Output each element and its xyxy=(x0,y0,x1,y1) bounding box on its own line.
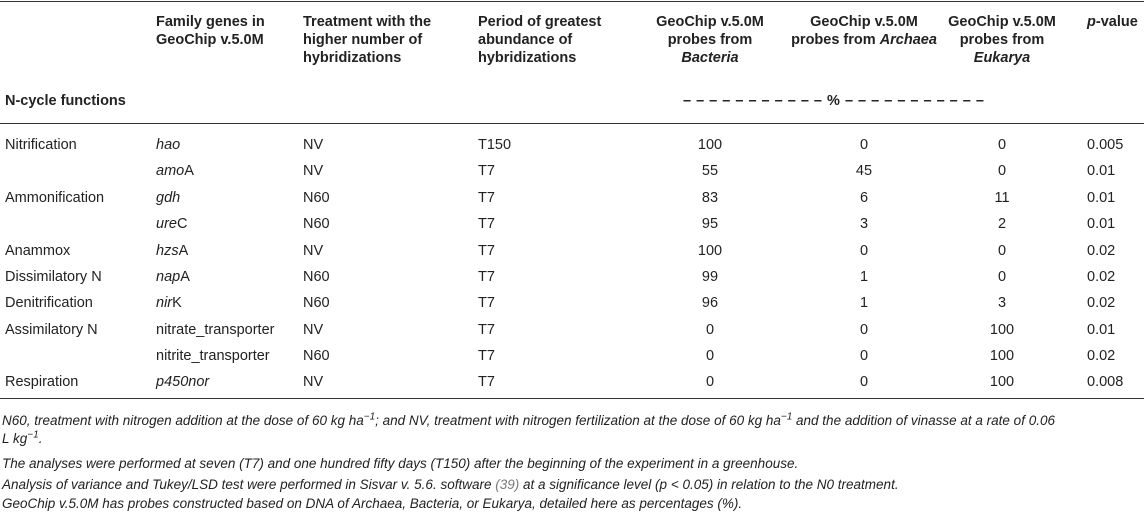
row-gene: ureC xyxy=(156,216,188,232)
bottom-rule xyxy=(0,398,1144,399)
row-archaea: 0 xyxy=(859,374,869,390)
row-treatment: N60 xyxy=(303,216,330,232)
row-period: T7 xyxy=(478,348,495,364)
row-gene: gdh xyxy=(156,190,181,206)
row-period: T7 xyxy=(478,216,495,232)
row-treatment: N60 xyxy=(303,348,330,364)
row-treatment: N60 xyxy=(303,295,330,311)
row-archaea: 0 xyxy=(859,137,869,153)
row-eukarya: 3 xyxy=(997,295,1007,311)
row-archaea: 0 xyxy=(859,243,869,259)
row-archaea: 45 xyxy=(855,163,873,179)
row-treatment: N60 xyxy=(303,190,330,206)
row-gene: nitrate_transporter xyxy=(156,322,275,338)
row-pvalue: 0.01 xyxy=(1087,163,1116,179)
row-eukarya: 0 xyxy=(997,243,1007,259)
row-archaea: 0 xyxy=(859,348,869,364)
row-eukarya: 2 xyxy=(997,216,1007,232)
row-treatment: NV xyxy=(303,163,324,179)
row-eukarya: 100 xyxy=(989,374,1015,390)
row-treatment: NV xyxy=(303,374,324,390)
row-eukarya: 0 xyxy=(997,269,1007,285)
row-pvalue: 0.008 xyxy=(1087,374,1124,390)
header-rule xyxy=(0,123,1144,124)
row-function: Anammox xyxy=(5,243,71,259)
header-period: Period of greatest abundance of hybridizations xyxy=(478,14,602,66)
section-label: N-cycle functions xyxy=(5,93,126,109)
row-function: Denitrification xyxy=(5,295,93,311)
row-gene: napA xyxy=(156,269,190,285)
row-eukarya: 0 xyxy=(997,163,1007,179)
row-period: T7 xyxy=(478,295,495,311)
row-bacteria: 100 xyxy=(697,137,723,153)
row-archaea: 1 xyxy=(859,295,869,311)
row-period: T150 xyxy=(478,137,512,153)
row-function: Ammonification xyxy=(5,190,105,206)
row-eukarya: 0 xyxy=(997,137,1007,153)
footnote-geochip-probes: GeoChip v.5.0M has probes constructed based on DNA of Archaea, Bacteria, or Eukarya, detailed here as percentages (%). xyxy=(2,496,743,511)
header-eukarya: GeoChip v.5.0M probes from Eukarya xyxy=(948,14,1056,66)
row-eukarya: 100 xyxy=(989,322,1015,338)
row-bacteria: 83 xyxy=(701,190,719,206)
footnote-analyses-timing: The analyses were performed at seven (T7) and one hundred fifty days (T150) after the beginning of the experiment in a greenhouse. xyxy=(2,456,799,471)
row-pvalue: 0.02 xyxy=(1087,295,1116,311)
row-gene: hao xyxy=(156,137,181,153)
row-function: Assimilatory N xyxy=(5,322,98,338)
row-pvalue: 0.01 xyxy=(1087,216,1116,232)
row-period: T7 xyxy=(478,163,495,179)
row-period: T7 xyxy=(478,243,495,259)
row-archaea: 1 xyxy=(859,269,869,285)
row-gene: hzsA xyxy=(156,243,189,259)
row-function: Dissimilatory N xyxy=(5,269,102,285)
row-pvalue: 0.01 xyxy=(1087,190,1116,206)
row-pvalue: 0.02 xyxy=(1087,269,1116,285)
row-treatment: NV xyxy=(303,137,324,153)
row-function: Respiration xyxy=(5,374,79,390)
row-bacteria: 100 xyxy=(697,243,723,259)
row-pvalue: 0.005 xyxy=(1087,137,1124,153)
row-treatment: NV xyxy=(303,243,324,259)
reference-link[interactable]: (39) xyxy=(495,477,520,492)
row-bacteria: 96 xyxy=(701,295,719,311)
row-bacteria: 0 xyxy=(705,348,715,364)
row-bacteria: 99 xyxy=(701,269,719,285)
row-gene: nirK xyxy=(156,295,182,311)
row-period: T7 xyxy=(478,269,495,285)
row-gene: amoA xyxy=(156,163,194,179)
row-bacteria: 95 xyxy=(701,216,719,232)
header-pvalue: p-value xyxy=(1087,14,1138,30)
row-pvalue: 0.02 xyxy=(1087,243,1116,259)
row-bacteria: 0 xyxy=(705,322,715,338)
percent-divider: – – – – – – – – – – – % – – – – – – – – – – – xyxy=(683,93,985,109)
header-treatment: Treatment with the higher number of hybridizations xyxy=(303,14,432,66)
row-pvalue: 0.02 xyxy=(1087,348,1116,364)
footnote-statistics: Analysis of variance and Tukey/LSD test were performed in Sisvar v. 5.6. software (39) at a significance level (p < 0.05) in relation to the N0 treatment. xyxy=(2,477,899,492)
footnote-treatments: N60, treatment with nitrogen addition at the dose of 60 kg $ha^{-1}$; and NV, treatment with nitrogen fertilization at the dose of 60 kg $ha^{-1}$ and the addition of vinasse at a rate of 0.06 L $kg^{-1}$. xyxy=(2,411,1055,446)
row-period: T7 xyxy=(478,190,495,206)
header-archaea: GeoChip v.5.0M probes from Archaea xyxy=(791,14,937,48)
row-bacteria: 0 xyxy=(705,374,715,390)
row-archaea: 3 xyxy=(859,216,869,232)
row-eukarya: 100 xyxy=(989,348,1015,364)
row-period: T7 xyxy=(478,374,495,390)
row-function: Nitrification xyxy=(5,137,77,153)
row-archaea: 6 xyxy=(859,190,869,206)
row-gene: nitrite_transporter xyxy=(156,348,270,364)
row-gene: p450nor xyxy=(156,374,210,390)
row-pvalue: 0.01 xyxy=(1087,322,1116,338)
header-family-genes: Family genes in GeoChip v.5.0M xyxy=(156,14,265,48)
row-eukarya: 11 xyxy=(994,190,1010,206)
row-period: T7 xyxy=(478,322,495,338)
row-archaea: 0 xyxy=(859,322,869,338)
row-treatment: N60 xyxy=(303,269,330,285)
row-bacteria: 55 xyxy=(701,163,719,179)
top-rule xyxy=(0,1,1144,2)
header-bacteria: GeoChip v.5.0M probes from Bacteria xyxy=(656,14,764,66)
row-treatment: NV xyxy=(303,322,324,338)
